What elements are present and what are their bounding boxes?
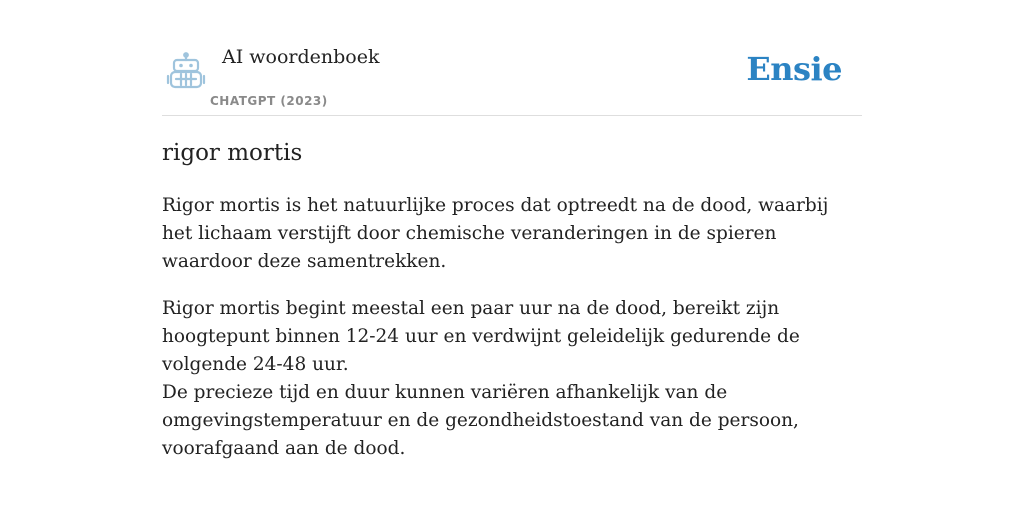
definition-paragraph-1: Rigor mortis is het natuurlijke proces dat optreedt na de dood, waarbij het lichaam verstijft door chemische veranderingen in de spieren waardoor deze samentrekken. [162, 195, 829, 272]
page-container [162, 0, 862, 459]
definition-paragraph-3: De precieze tijd en duur kunnen variëren afhankelijk van de omgevingstemperatuur en de gezondheidstoestand van de persoon, voorafgaand aan de dood. [162, 382, 799, 459]
definition-paragraph-2: Rigor mortis begint meestal een paar uur na de dood, bereikt zijn hoogtepunt binnen 12-24 uur en verdwijnt geleidelijk gedurende de volgende 24-48 uur. [162, 298, 800, 375]
source-header [162, 0, 862, 116]
brand-logo[interactable]: Ensie [746, 50, 842, 88]
source-subtitle: CHATGPT (2023) [210, 94, 328, 108]
robot-icon [166, 52, 206, 90]
source-title[interactable]: AI woordenboek [222, 46, 380, 68]
entry-term: rigor mortis [162, 140, 303, 166]
